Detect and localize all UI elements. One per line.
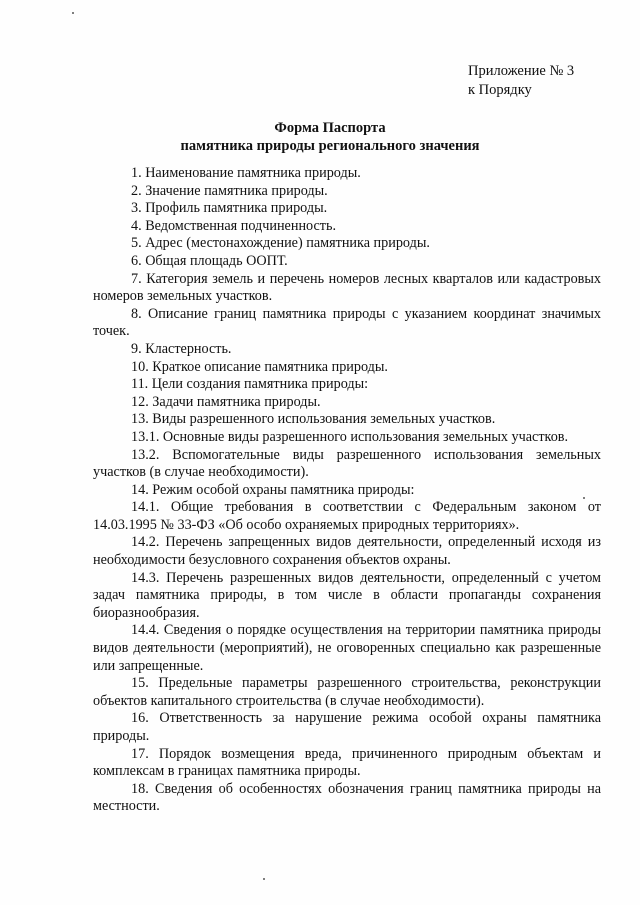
list-item: 6. Общая площадь ООПТ.	[131, 252, 288, 269]
list-item: 10. Краткое описание памятника природы.	[131, 358, 388, 375]
list-item: 14.4. Сведения о порядке осуществления на территории памятника природы видов деятельности (мероприятий), не оговоренных специально как разрешенные или запрещенные.	[93, 622, 601, 674]
passport-items-list	[93, 165, 601, 816]
scan-speck	[72, 12, 74, 14]
list-item: 14.3. Перечень разрешенных видов деятельности, определенный с учетом задач памятника природы, в том числе в области пропаганды сохранения биоразнообразия.	[93, 569, 601, 621]
list-item: 15. Предельные параметры разрешенного строительства, реконструкции объектов капитального строительства (в случае необходимости).	[93, 675, 601, 709]
scan-speck	[583, 497, 585, 499]
list-item: 16. Ответственность за нарушение режима особой охраны памятника природы.	[93, 710, 601, 744]
list-item: 11. Цели создания памятника природы:	[131, 376, 369, 393]
list-item: 14.2. Перечень запрещенных видов деятельности, определенный исходя из необходимости безусловного сохранения объектов охраны.	[93, 534, 601, 569]
list-item: 4. Ведомственная подчиненность.	[131, 217, 337, 234]
list-item: 13.1. Основные виды разрешенного использования земельных участков.	[131, 428, 569, 445]
appendix-reference: к Порядку	[468, 82, 532, 98]
list-item: 13. Виды разрешенного использования земельных участков.	[131, 411, 496, 428]
list-item: 3. Профиль памятника природы.	[131, 200, 328, 217]
list-item: 17. Порядок возмещения вреда, причиненного природным объектам и комплексам в границах памятника природы.	[93, 745, 601, 780]
list-item: 7. Категория земель и перечень номеров лесных кварталов или кадастровых номеров земельных участков.	[93, 270, 601, 305]
list-item: 13.2. Вспомогательные виды разрешенного использования земельных участков (в случае необходимости).	[93, 446, 601, 481]
list-item: 2. Значение памятника природы.	[131, 182, 328, 199]
appendix-note	[468, 62, 574, 100]
appendix-number: Приложение № 3	[468, 63, 575, 79]
list-item: 5. Адрес (местонахождение) памятника природы.	[131, 235, 430, 252]
list-item: 18. Сведения об особенностях обозначения границ памятника природы на местности.	[93, 780, 601, 815]
list-item: 12. Задачи памятника природы.	[131, 393, 321, 410]
list-item: 14. Режим особой охраны памятника природы:	[131, 481, 415, 498]
document-title: Форма Паспорта	[274, 120, 386, 136]
list-item: 9. Кластерность.	[131, 340, 232, 357]
scan-speck	[263, 878, 265, 880]
list-item: 8. Описание границ памятника природы с указанием координат значимых точек.	[93, 305, 601, 340]
list-item: 14.1. Общие требования в соответствии с Федеральным законом от 14.03.1995 № 33-ФЗ «Об особо охраняемых природных территориях».	[93, 499, 601, 533]
list-item: 1. Наименование памятника природы.	[131, 165, 361, 181]
document-subtitle: памятника природы регионального значения	[180, 138, 480, 154]
